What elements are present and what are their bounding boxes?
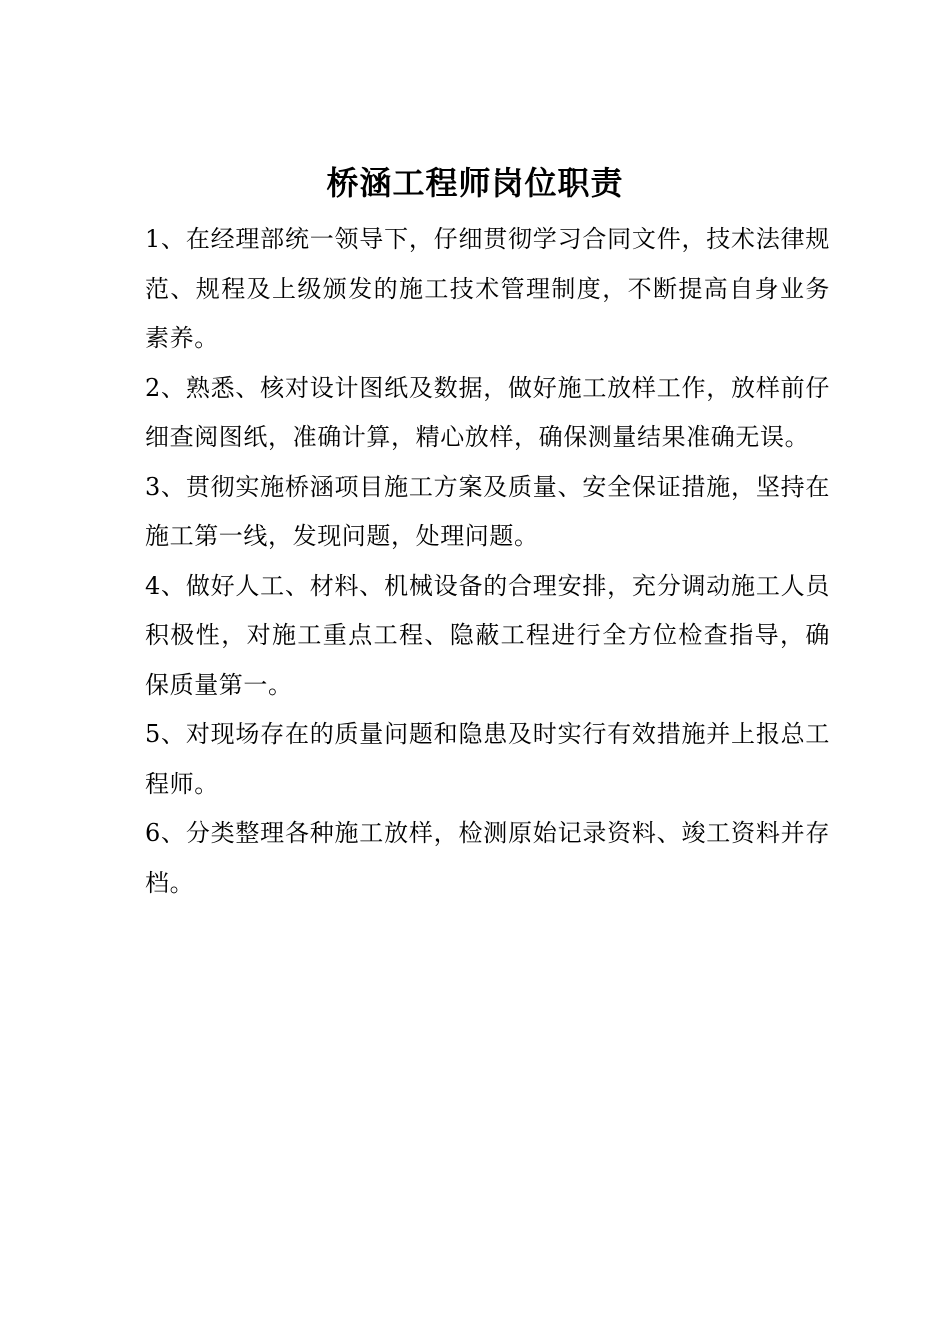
document-title: 桥涵工程师岗位职责: [326, 164, 624, 203]
document-body: [145, 215, 830, 908]
duty-item-6: 6、分类整理各种施工放样，检测原始记录资料、竣工资料并存档。: [145, 819, 830, 897]
duty-item-3: 3、贯彻实施桥涵项目施工方案及质量、安全保证措施，坚持在施工第一线，发现问题，处理问题。: [145, 472, 830, 550]
duty-item-1: 1、在经理部统一领导下，仔细贯彻学习合同文件，技术法律规范、规程及上级颁发的施工技术管理制度，不断提高自身业务素养。: [145, 225, 830, 352]
duty-item-4: 4、做好人工、材料、机械设备的合理安排，充分调动施工人员积极性，对施工重点工程、隐蔽工程进行全方位检查指导，确保质量第一。: [145, 571, 830, 699]
duty-item-5: 5、对现场存在的质量问题和隐患及时实行有效措施并上报总工程师。: [145, 720, 830, 798]
duty-item-2: 2、熟悉、核对设计图纸及数据，做好施工放样工作，放样前仔细查阅图纸，准确计算，精心放样，确保测量结果准确无误。: [145, 373, 830, 451]
